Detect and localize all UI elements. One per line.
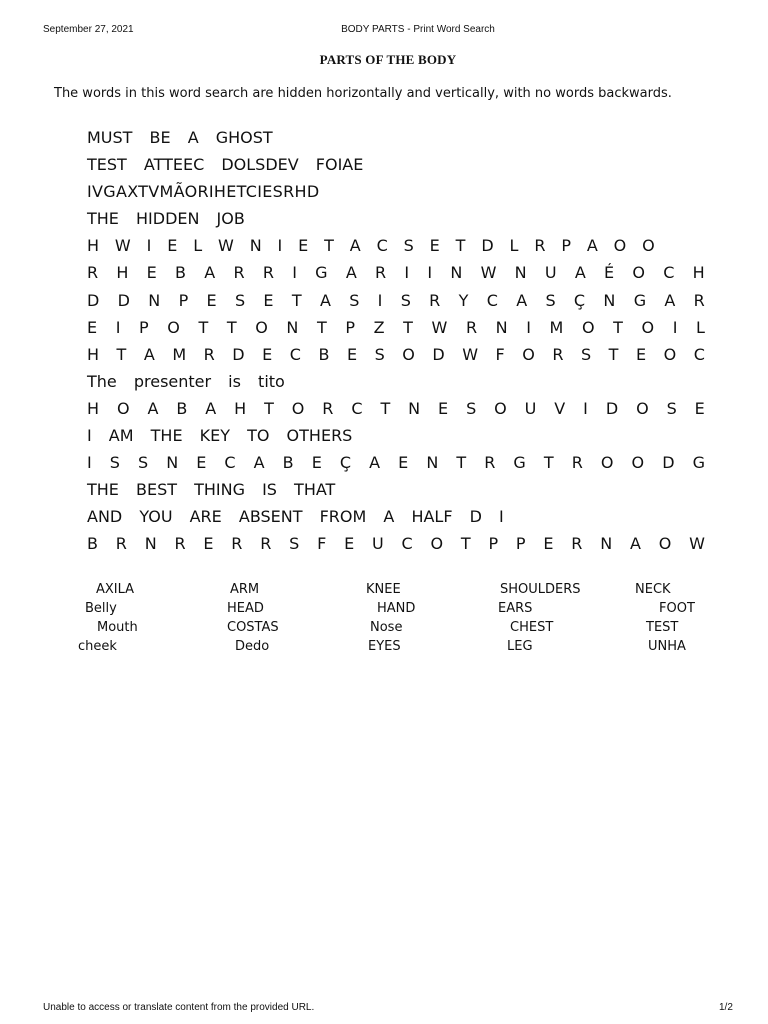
grid-letter: E (543, 534, 554, 554)
grid-letter: T (456, 453, 467, 473)
word-bank-item: AXILA (96, 582, 135, 597)
grid-letter: N (249, 236, 262, 256)
grid-letter: W (217, 236, 234, 256)
grid-letter: B (87, 534, 98, 554)
grid-letter: H (87, 236, 100, 256)
grid-letter: G (315, 263, 328, 283)
grid-letter: E (344, 534, 355, 554)
word-bank-item: EARS (498, 601, 533, 616)
grid-letter: I (87, 453, 92, 473)
grid-row-12: I AM THE KEY TO OTHERS (87, 426, 353, 446)
grid-letter: R (484, 453, 496, 473)
word-bank-item: TEST (646, 620, 679, 635)
page-title: PARTS OF THE BODY (319, 52, 457, 67)
grid-letter: T (291, 290, 302, 310)
grid-letter: E (429, 236, 440, 256)
grid-letter: U (544, 263, 557, 283)
grid-letter: T (264, 398, 274, 418)
grid-letter: R (203, 344, 215, 364)
grid-letter: C (289, 344, 301, 364)
grid-letter: I (277, 236, 283, 256)
grid-letter: R (465, 317, 478, 337)
grid-letter: W (480, 263, 497, 283)
word-bank-item: SHOULDERS (500, 582, 581, 597)
word-bank-item: cheek (78, 639, 117, 654)
word-bank-item: Nose (370, 620, 403, 635)
grid-letter: C (401, 534, 413, 554)
grid-letter: S (466, 398, 477, 418)
grid-letter: I (404, 263, 410, 283)
grid-letter: T (608, 344, 619, 364)
grid-letter: H (692, 263, 705, 283)
grid-letter: C (224, 453, 236, 473)
grid-letter: A (147, 398, 159, 418)
grid-letter: S (289, 534, 300, 554)
grid-letter: A (629, 534, 641, 554)
grid-letter: C (376, 236, 388, 256)
word-search-grid (87, 124, 717, 558)
grid-letter: D (605, 398, 619, 418)
grid-letter: T (613, 317, 623, 337)
grid-letter: U (372, 534, 384, 554)
grid-letter: N (144, 534, 157, 554)
grid-letter: D (662, 453, 675, 473)
grid-letter: F (495, 344, 505, 364)
grid-letter: H (234, 398, 247, 418)
grid-letter: E (263, 290, 274, 310)
grid-row-3: IVGAXTVMÃORIHETCIESRHD (87, 182, 320, 202)
grid-letter: T (116, 344, 127, 364)
grid-letter: C (351, 398, 363, 418)
grid-letter: H (87, 398, 100, 418)
grid-letter: O (642, 236, 655, 256)
grid-letter: C (693, 344, 705, 364)
grid-letter: É (604, 263, 615, 283)
grid-letter: O (600, 453, 614, 473)
word-bank-item: LEG (507, 639, 533, 654)
grid-letter: N (426, 453, 439, 473)
grid-letter: S (234, 290, 246, 310)
grid-letter: T (455, 236, 466, 256)
grid-row-15: AND YOU ARE ABSENT FROM A HALF D I (87, 507, 504, 527)
grid-letter: R (693, 290, 705, 310)
grid-letter: S (581, 344, 592, 364)
grid-letter: R (115, 534, 127, 554)
grid-letter: R (231, 534, 243, 554)
word-bank-item: ARM (230, 582, 260, 597)
grid-letter: I (672, 317, 678, 337)
grid-letter: O (167, 317, 180, 337)
grid-letter: S (109, 453, 120, 473)
grid-letter: W (689, 534, 705, 554)
grid-letter: M (172, 344, 187, 364)
grid-letter: W (462, 344, 479, 364)
grid-letter: E (346, 344, 358, 364)
grid-letter: P (178, 290, 189, 310)
grid-letter: R (322, 398, 334, 418)
grid-letter: N (495, 317, 508, 337)
grid-letter: A (349, 236, 361, 256)
grid-letter: R (233, 263, 245, 283)
grid-letter: R (260, 534, 272, 554)
grid-letter: T (316, 317, 327, 337)
grid-letter: G (513, 453, 526, 473)
grid-letter: I (115, 317, 121, 337)
grid-letter: B (175, 263, 186, 283)
grid-letter: R (571, 453, 583, 473)
grid-letter: T (460, 534, 471, 554)
grid-letter: O (631, 453, 645, 473)
grid-letter: N (514, 263, 527, 283)
grid-letter: I (526, 317, 531, 337)
grid-letter: N (166, 453, 179, 473)
grid-letter: E (438, 398, 449, 418)
grid-letter: E (206, 290, 217, 310)
grid-letter: A (204, 263, 216, 283)
grid-letter: D (87, 290, 100, 310)
grid-letter: N (148, 290, 161, 310)
grid-letter: O (522, 344, 535, 364)
grid-letter: E (87, 317, 98, 337)
grid-row-4: THE HIDDEN JOB (87, 209, 245, 229)
grid-letter: E (298, 236, 309, 256)
grid-row-11 (87, 395, 705, 422)
word-bank-item: Dedo (235, 639, 270, 654)
word-bank-item: Belly (85, 601, 117, 616)
grid-letter: A (143, 344, 155, 364)
grid-letter: T (543, 453, 554, 473)
grid-letter: U (524, 398, 537, 418)
grid-row-1: MUST BE A GHOST (87, 128, 273, 147)
grid-letter: A (253, 453, 265, 473)
grid-letter: R (552, 344, 564, 364)
grid-letter: C (486, 290, 498, 310)
header-title: BODY PARTS - Print Word Search (341, 24, 495, 35)
grid-letter: E (167, 236, 178, 256)
grid-letter: O (494, 398, 507, 418)
grid-letter: O (658, 534, 672, 554)
grid-letter: L (509, 236, 519, 256)
word-bank-item: CHEST (510, 620, 554, 635)
grid-letter: P (488, 534, 499, 554)
grid-row-8 (87, 314, 705, 341)
grid-letter: T (380, 398, 391, 418)
grid-letter: E (635, 344, 647, 364)
grid-letter: D (432, 344, 445, 364)
grid-row-16 (87, 530, 705, 557)
grid-letter: S (374, 344, 385, 364)
grid-letter: O (291, 398, 305, 418)
grid-letter: W (114, 236, 131, 256)
grid-letter: W (431, 317, 448, 337)
grid-letter: S (403, 236, 414, 256)
footer-note: Unable to access or translate content from the provided URL. (43, 1002, 315, 1013)
grid-letter: R (375, 263, 387, 283)
word-bank (0, 582, 768, 662)
grid-letter: R (87, 263, 99, 283)
grid-letter: O (663, 344, 677, 364)
grid-row-9 (87, 341, 705, 368)
grid-letter: S (349, 290, 360, 310)
grid-letter: R (262, 263, 274, 283)
grid-letter: N (286, 317, 299, 337)
grid-letter: O (641, 317, 655, 337)
grid-letter: E (146, 263, 157, 283)
grid-letter: E (311, 453, 322, 473)
grid-letter: A (664, 290, 676, 310)
grid-letter: E (262, 344, 273, 364)
grid-letter: D (232, 344, 245, 364)
grid-letter: O (430, 534, 444, 554)
grid-letter: P (515, 534, 526, 554)
header-date: September 27, 2021 (43, 24, 134, 35)
grid-letter: O (581, 317, 595, 337)
grid-letter: Y (458, 290, 469, 310)
grid-letter: R (429, 290, 441, 310)
grid-letter: C (663, 263, 675, 283)
grid-letter: P (139, 317, 149, 337)
grid-letter: E (694, 398, 705, 418)
grid-letter: O (116, 398, 130, 418)
grid-row-7 (87, 287, 705, 314)
grid-letter: P (345, 317, 355, 337)
grid-row-6 (87, 259, 705, 286)
grid-letter: S (138, 453, 149, 473)
grid-letter: M (549, 317, 564, 337)
grid-letter: B (318, 344, 330, 364)
grid-letter: N (603, 290, 616, 310)
grid-letter: I (427, 263, 433, 283)
grid-letter: S (666, 398, 677, 418)
grid-letter: I (146, 236, 152, 256)
instructions: The words in this word search are hidden horizontally and vertically, with no words backwards. (54, 86, 672, 101)
word-bank-item: HEAD (227, 601, 264, 616)
grid-letter: P (561, 236, 571, 256)
grid-letter: O (402, 344, 415, 364)
grid-letter: I (583, 398, 588, 418)
grid-letter: O (632, 263, 645, 283)
grid-letter: G (692, 453, 705, 473)
word-bank-item: FOOT (659, 601, 695, 616)
word-bank-item: KNEE (366, 582, 401, 597)
grid-letter: Z (373, 317, 385, 337)
grid-letter: Ç (573, 290, 586, 310)
page-number: 1/2 (719, 1002, 733, 1013)
grid-letter: A (516, 290, 528, 310)
grid-letter: N (600, 534, 613, 554)
grid-letter: L (696, 317, 705, 337)
grid-letter: V (554, 398, 566, 418)
grid-row-10: The presenter is tito (87, 371, 285, 391)
grid-letter: O (255, 317, 268, 337)
grid-letter: E (196, 453, 207, 473)
grid-letter: E (398, 453, 409, 473)
grid-letter: B (282, 453, 294, 473)
grid-letter: I (292, 263, 297, 283)
grid-letter: T (198, 317, 209, 337)
grid-letter: E (203, 534, 214, 554)
grid-letter: N (408, 398, 421, 418)
grid-letter: G (633, 290, 647, 310)
grid-row-2: TEST ATTEEC DOLSDEV FOIAE (87, 155, 364, 175)
word-bank-item: COSTAS (227, 620, 279, 635)
grid-letter: L (193, 236, 203, 256)
grid-letter: R (571, 534, 583, 554)
word-bank-item: EYES (368, 639, 401, 654)
grid-letter: I (377, 290, 383, 310)
grid-letter: A (369, 453, 381, 473)
grid-letter: O (636, 398, 649, 418)
grid-letter: H (87, 344, 100, 364)
grid-letter: T (226, 317, 237, 337)
grid-letter: F (317, 534, 327, 554)
grid-letter: B (176, 398, 188, 418)
grid-letter: S (545, 290, 556, 310)
grid-letter: R (174, 534, 186, 554)
grid-letter: R (534, 236, 546, 256)
grid-letter: S (400, 290, 411, 310)
grid-letter: O (613, 236, 627, 256)
word-bank-item: UNHA (648, 639, 686, 654)
grid-letter: T (324, 236, 334, 256)
grid-letter: Ç (339, 453, 352, 473)
grid-row-14: THE BEST THING IS THAT (87, 480, 336, 500)
grid-row-13 (87, 449, 705, 476)
grid-letter: A (586, 236, 598, 256)
grid-row-5 (87, 232, 655, 259)
grid-letter: D (117, 290, 130, 310)
grid-letter: T (403, 317, 413, 337)
word-bank-item: Mouth (97, 620, 138, 635)
grid-letter: D (481, 236, 494, 256)
word-bank-item: NECK (635, 582, 671, 597)
grid-letter: N (450, 263, 463, 283)
word-bank-item: HAND (377, 601, 416, 616)
grid-letter: A (345, 263, 357, 283)
grid-letter: A (574, 263, 586, 283)
grid-letter: A (319, 290, 331, 310)
grid-letter: H (116, 263, 129, 283)
grid-letter: A (205, 398, 217, 418)
